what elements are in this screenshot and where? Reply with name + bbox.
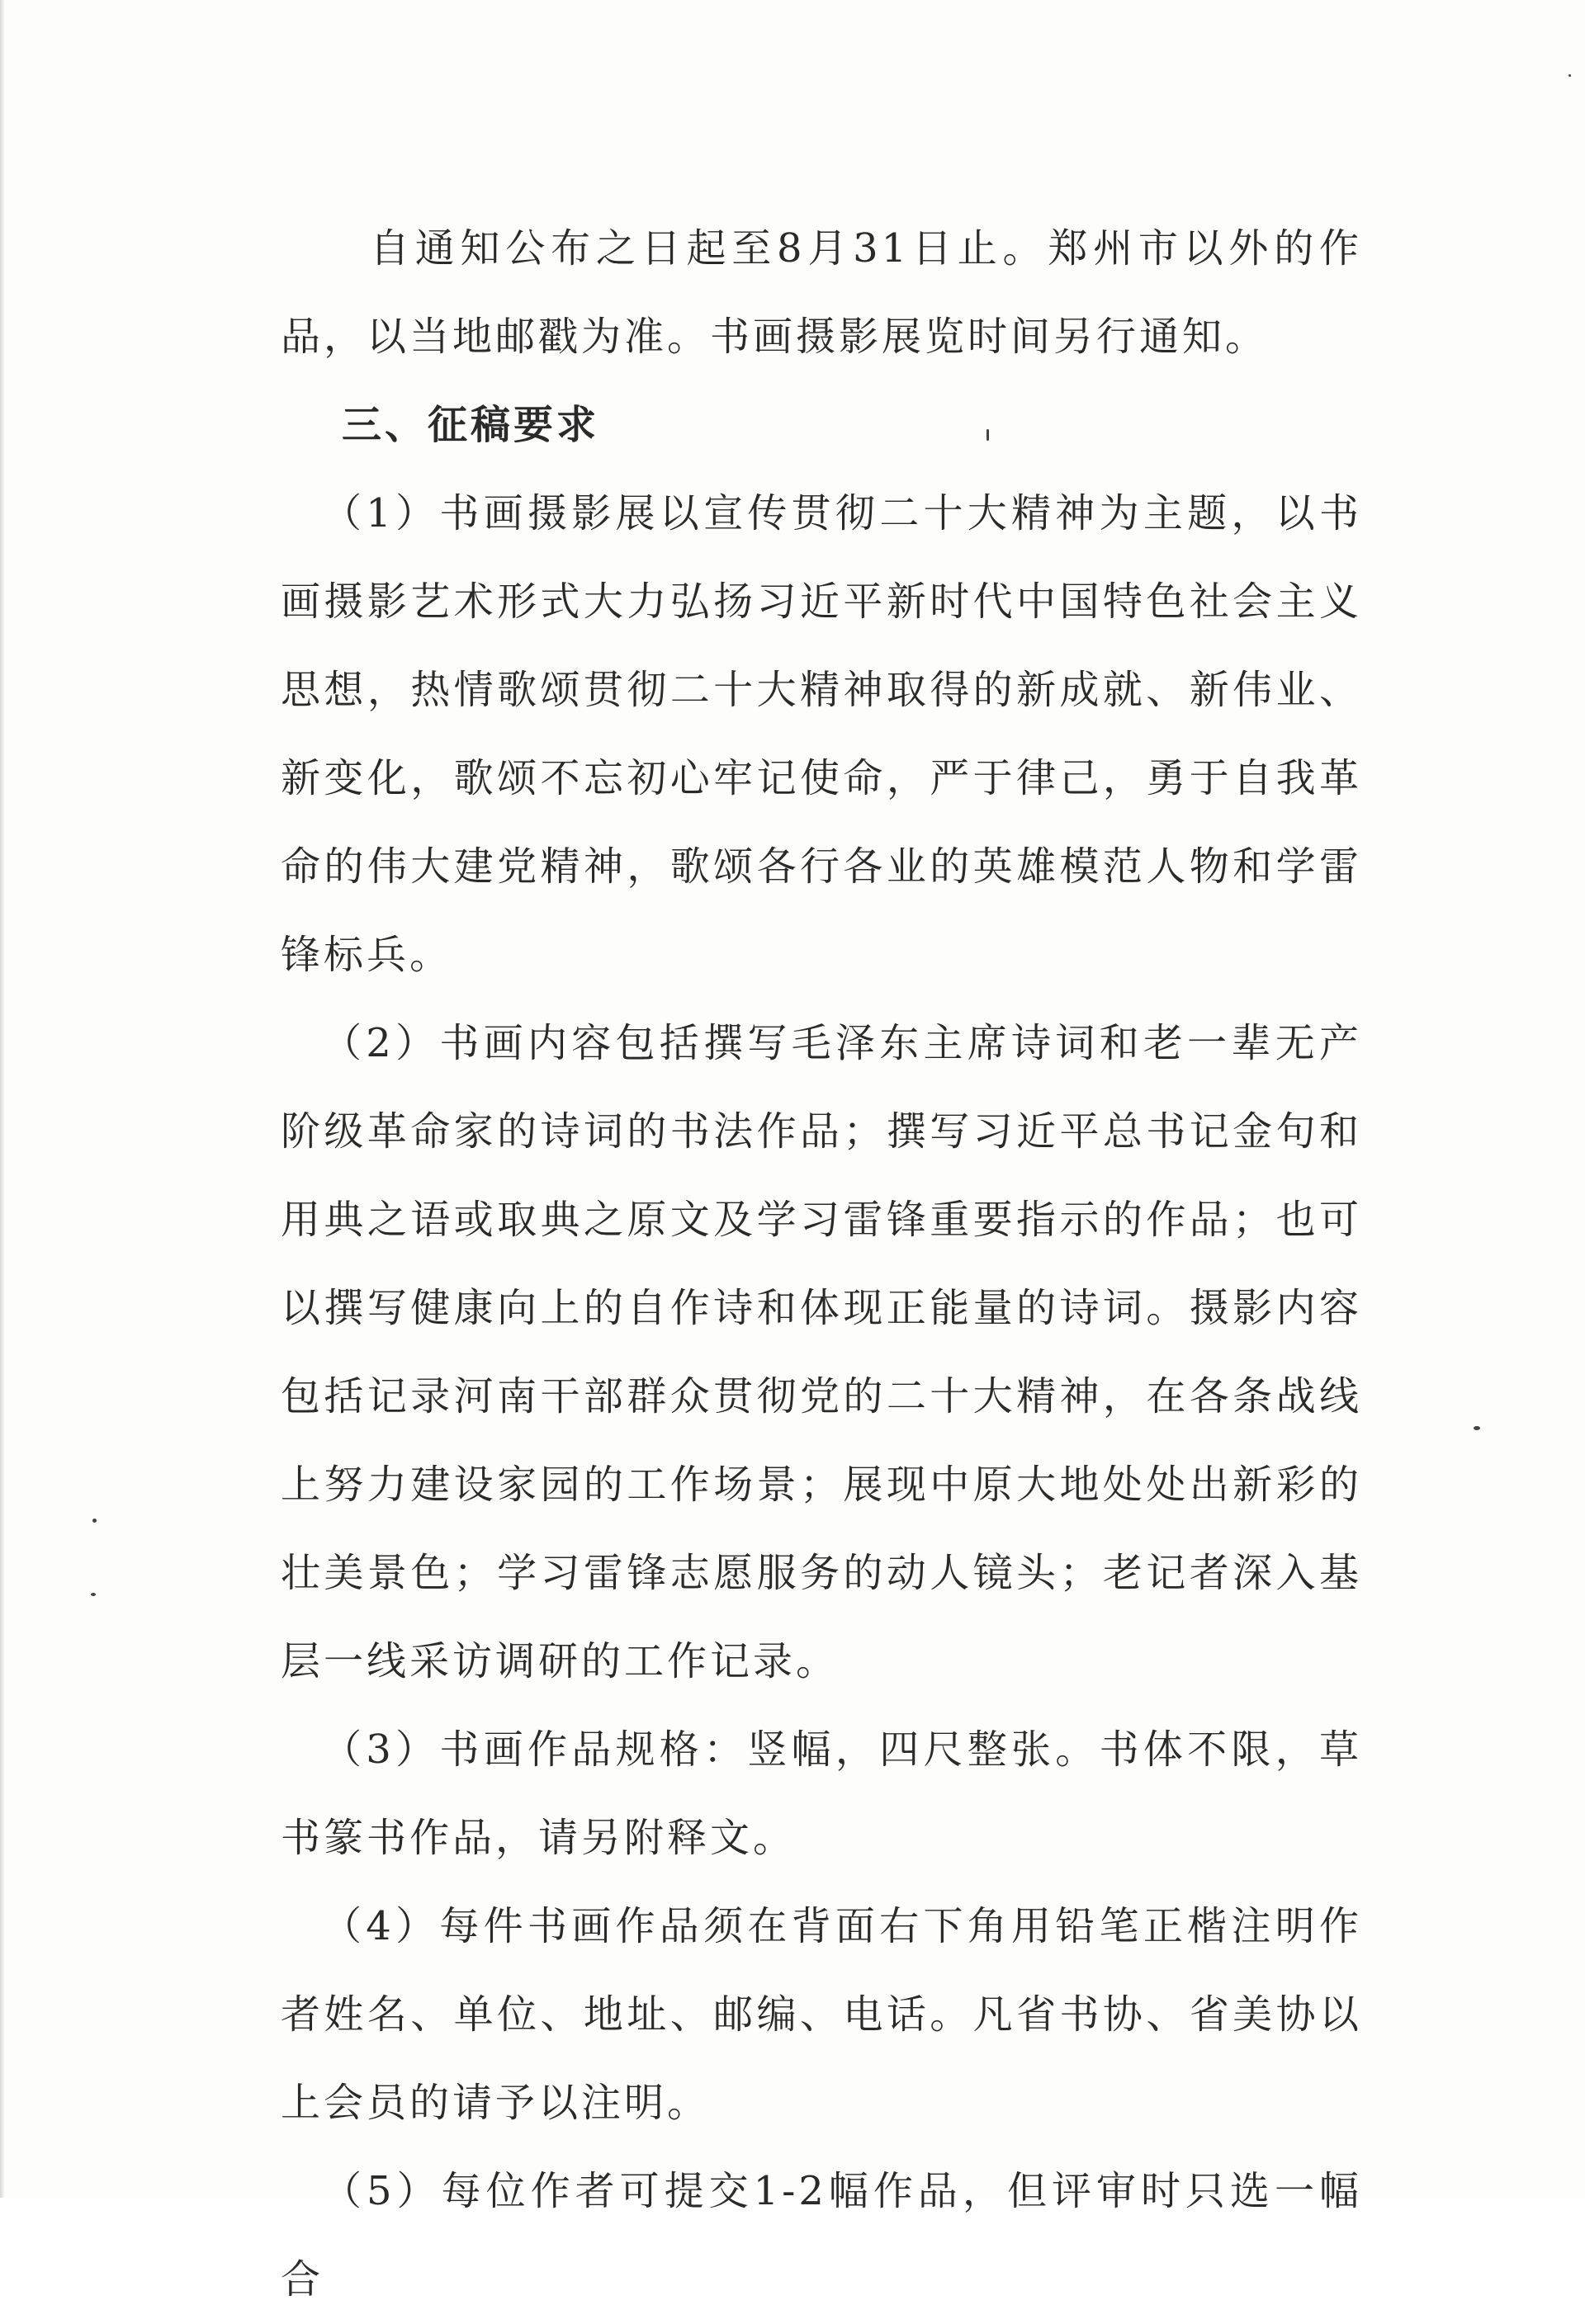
scan-speck	[92, 1519, 97, 1523]
paragraph-requirement-2: （2）书画内容包括撰写毛泽东主席诗词和老一辈无产阶级革命家的诗词的书法作品；撰写习近平总书记金句和用典之语或取典之原文及学习雷锋重要指示的作品；也可以撰写健康向上的自作诗和体现正能量的诗词。摄影内容包括记录河南干部群众贯彻党的二十大精神，在各条战线上努力建设家园的工作场景；展现中原大地处处出新彩的壮美景色；学习雷锋志愿服务的动人镜头；老记者深入基层一线采访调研的工作记录。	[281, 1020, 1362, 1684]
paragraph-requirement-1: （1）书画摄影展以宣传贯彻二十大精神为主题，以书画摄影艺术形式大力弘扬习近平新时代中国特色社会主义思想，热情歌颂贯彻二十大精神取得的新成就、新伟业、新变化，歌颂不忘初心牢记使命，严于律己，勇于自我革命的伟大建党精神，歌颂各行各业的英雄模范人物和学雷锋标兵。	[281, 490, 1362, 978]
paragraph-requirement-3: （3）书画作品规格：竖幅，四尺整张。书体不限，草书篆书作品，请另附释文。	[281, 1726, 1362, 1861]
section-heading-submission-requirements: 三、征稿要求	[342, 402, 600, 448]
scan-speck	[1568, 74, 1571, 77]
paragraph-requirement-4: （4）每件书画作品须在背面右下角用铅笔正楷注明作者姓名、单位、地址、邮编、电话。凡省书协、省美协以上会员的请予以注明。	[281, 1903, 1362, 2126]
scan-speck	[986, 429, 989, 441]
document-body	[281, 205, 1362, 2324]
paragraph-deadline: 自通知公布之日起至8月31日止。郑州市以外的作品，以当地邮戳为准。书画摄影展览时间另行通知。	[281, 225, 1362, 360]
paragraph-requirement-5: （5）每位作者可提交1-2幅作品，但评审时只选一幅合	[281, 2168, 1362, 2303]
scan-edge-shadow	[0, 0, 5, 2198]
scan-speck	[1474, 1426, 1480, 1430]
scan-speck	[91, 1593, 96, 1596]
